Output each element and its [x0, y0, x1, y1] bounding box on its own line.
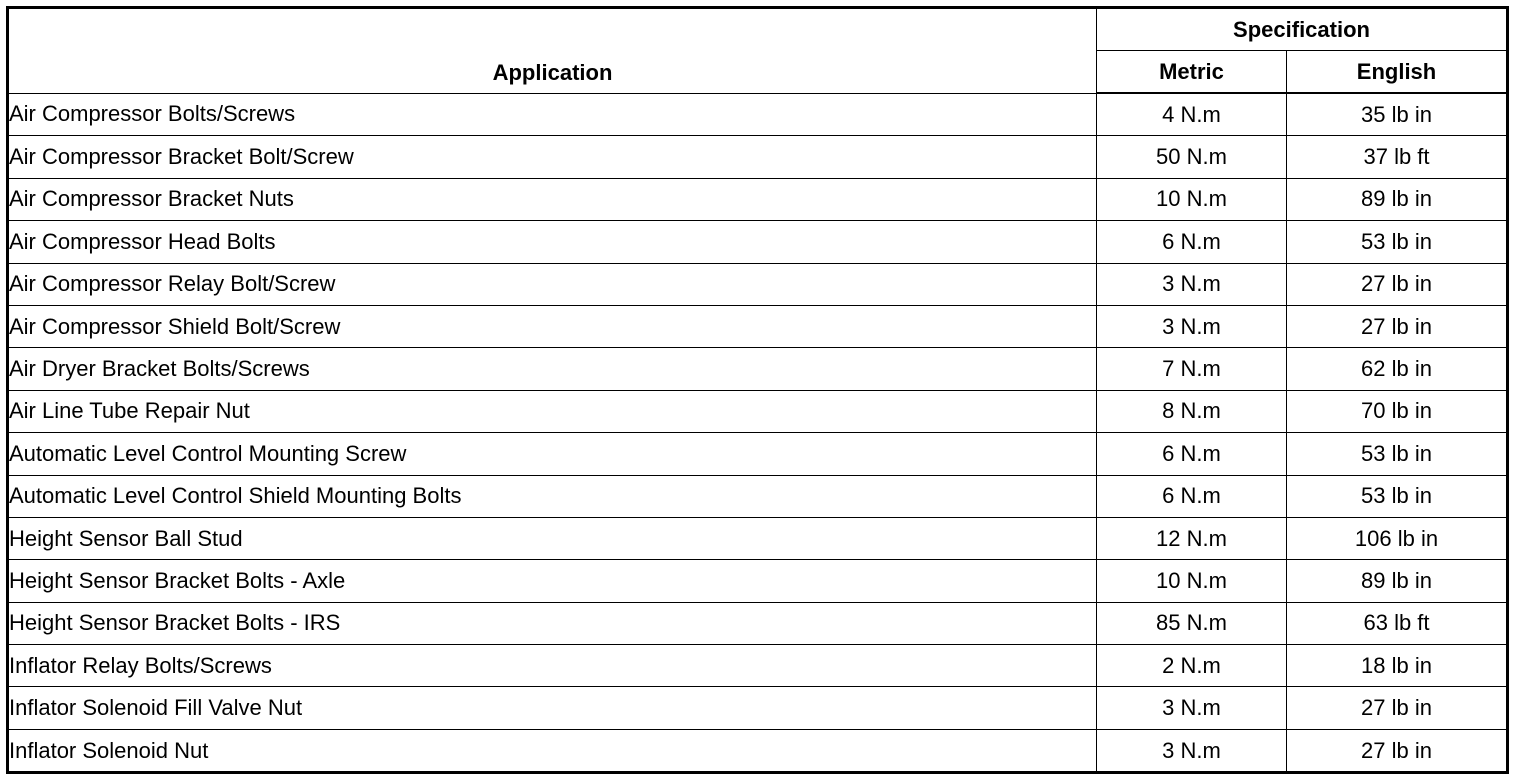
- english-cell: 35 lb in: [1287, 93, 1508, 136]
- english-cell: 53 lb in: [1287, 475, 1508, 517]
- table-row: [8, 136, 1508, 178]
- table-row: [8, 390, 1508, 432]
- metric-cell: 2 N.m: [1097, 645, 1287, 687]
- fastener-specification-table: [6, 6, 1509, 774]
- application-cell: Automatic Level Control Shield Mounting Bolts: [8, 475, 1097, 517]
- application-cell: Air Dryer Bracket Bolts/Screws: [8, 348, 1097, 390]
- english-cell: 27 lb in: [1287, 305, 1508, 347]
- application-cell: Height Sensor Bracket Bolts - IRS: [8, 602, 1097, 644]
- application-cell: Inflator Solenoid Fill Valve Nut: [8, 687, 1097, 729]
- table-row: [8, 602, 1508, 644]
- table-row: [8, 178, 1508, 220]
- english-cell: 18 lb in: [1287, 645, 1508, 687]
- specification-column-header: Specification: [1097, 8, 1508, 51]
- table-row: [8, 560, 1508, 602]
- english-cell: 27 lb in: [1287, 687, 1508, 729]
- application-cell: Air Compressor Bracket Bolt/Screw: [8, 136, 1097, 178]
- english-cell: 63 lb ft: [1287, 602, 1508, 644]
- application-cell: Height Sensor Bracket Bolts - Axle: [8, 560, 1097, 602]
- application-column-header: Application: [8, 8, 1097, 94]
- table-row: [8, 221, 1508, 263]
- metric-cell: 3 N.m: [1097, 305, 1287, 347]
- english-cell: 53 lb in: [1287, 433, 1508, 475]
- metric-cell: 50 N.m: [1097, 136, 1287, 178]
- application-cell: Air Compressor Bolts/Screws: [8, 93, 1097, 136]
- metric-cell: 6 N.m: [1097, 433, 1287, 475]
- application-cell: Automatic Level Control Mounting Screw: [8, 433, 1097, 475]
- table-row: [8, 348, 1508, 390]
- english-cell: 89 lb in: [1287, 560, 1508, 602]
- application-cell: Inflator Solenoid Nut: [8, 729, 1097, 772]
- english-cell: 62 lb in: [1287, 348, 1508, 390]
- english-cell: 106 lb in: [1287, 517, 1508, 559]
- table-body: [8, 93, 1508, 773]
- application-cell: Air Compressor Head Bolts: [8, 221, 1097, 263]
- english-cell: 70 lb in: [1287, 390, 1508, 432]
- metric-cell: 12 N.m: [1097, 517, 1287, 559]
- table-row: [8, 729, 1508, 772]
- header-row-top: [8, 8, 1508, 51]
- metric-cell: 10 N.m: [1097, 178, 1287, 220]
- application-cell: Air Line Tube Repair Nut: [8, 390, 1097, 432]
- metric-cell: 6 N.m: [1097, 475, 1287, 517]
- metric-cell: 10 N.m: [1097, 560, 1287, 602]
- table-row: [8, 263, 1508, 305]
- table-row: [8, 433, 1508, 475]
- metric-cell: 8 N.m: [1097, 390, 1287, 432]
- english-cell: 37 lb ft: [1287, 136, 1508, 178]
- metric-column-header: Metric: [1097, 51, 1287, 94]
- metric-cell: 6 N.m: [1097, 221, 1287, 263]
- application-cell: Height Sensor Ball Stud: [8, 517, 1097, 559]
- application-cell: Air Compressor Relay Bolt/Screw: [8, 263, 1097, 305]
- english-cell: 27 lb in: [1287, 263, 1508, 305]
- table-row: [8, 645, 1508, 687]
- table-row: [8, 687, 1508, 729]
- english-column-header: English: [1287, 51, 1508, 94]
- metric-cell: 3 N.m: [1097, 687, 1287, 729]
- metric-cell: 7 N.m: [1097, 348, 1287, 390]
- english-cell: 53 lb in: [1287, 221, 1508, 263]
- english-cell: 89 lb in: [1287, 178, 1508, 220]
- application-cell: Air Compressor Shield Bolt/Screw: [8, 305, 1097, 347]
- metric-cell: 85 N.m: [1097, 602, 1287, 644]
- metric-cell: 3 N.m: [1097, 729, 1287, 772]
- english-cell: 27 lb in: [1287, 729, 1508, 772]
- table-row: [8, 93, 1508, 136]
- metric-cell: 4 N.m: [1097, 93, 1287, 136]
- application-cell: Air Compressor Bracket Nuts: [8, 178, 1097, 220]
- application-cell: Inflator Relay Bolts/Screws: [8, 645, 1097, 687]
- metric-cell: 3 N.m: [1097, 263, 1287, 305]
- table-row: [8, 475, 1508, 517]
- table-row: [8, 517, 1508, 559]
- table-row: [8, 305, 1508, 347]
